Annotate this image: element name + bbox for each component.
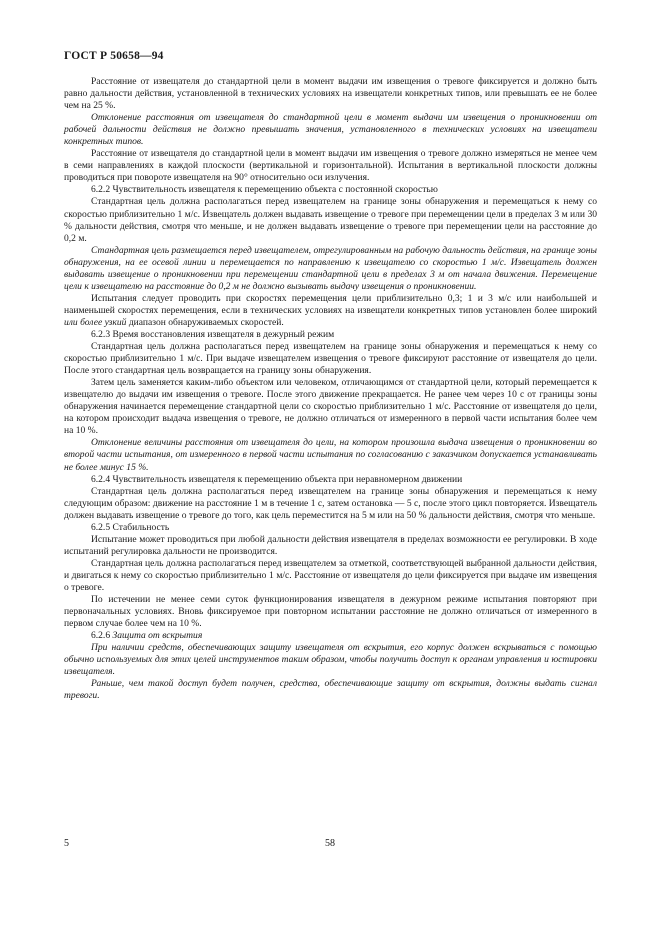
paragraph-text: Испытания следует проводить при скоростях перемещения цели приблизительно 0,3; 1 и 3 м/с или наибольшей и наименьшей скоростях перемещения, если в технических условиях на извещатели конкретных типов установлен более широкий (64, 292, 597, 316)
document-header-title: ГОСТ Р 50658—94 (64, 50, 164, 62)
italic-phrase: или более узкий (64, 316, 127, 328)
section-heading-6-2-3: 6.2.3 Время восстановления извещателя в дежурный режим (91, 328, 335, 340)
italic-paragraph: Отклонение расстояния от извещателя до стандартной цели в момент выдачи им извещения о проникновении от рабочей дальности действия не должно превышать значения, установленного в технических условиях на извещатели конкретных типов. (64, 112, 597, 148)
paragraph: Расстояние от извещателя до стандартной цели в момент выдачи им извещения о тревоге фиксируется и должно быть равно дальности действия, установленной в технических условиях на извещатели конкретных типов, или превышать ее не более чем на 25 %. (64, 76, 597, 112)
paragraph: Затем цель заменяется каким-либо объектом или человеком, отличающимся от стандартной цели, который перемещается к извещателю до выдачи им извещения о тревоге. После этого движение прекращается. Не ранее чем через 10 с от границы зоны обнаружения начинается перемещение стандартной цели со скоростью приблизительно 1 м/с. Расстояние от извещателя до цели, на котором происходит выдача извещения о тревоге, не должно отличаться от измеренного в первой части испытания более чем на 10 %. (64, 377, 597, 437)
paragraph: Расстояние от извещателя до стандартной цели в момент выдачи им извещения о тревоге должно измеряться не менее чем в семи направлениях в каждой плоскости (вертикальной и горизонтальной). Испытания в вертикальной плоскости должны проводиться при повороте извещателя на 90° относительно оси излучения. (64, 148, 597, 184)
paragraph: Стандартная цель должна располагаться перед извещателем на границе зоны обнаружения и перемещаться к нему со скоростью приблизительно 1 м/с. Извещатель должен выдавать извещение о тревоге при перемещении цели в пределах 3 м или 30 % дальности действия, смотря что меньше, и не должен выдавать извещение о тревоге при перемещении цели на расстояние до 0,2 м. (64, 196, 597, 244)
section-number: 6.2.6 (91, 630, 111, 642)
paragraph-text-tail: диапазон обнаруживаемых скоростей. (128, 316, 284, 328)
italic-paragraph: Стандартная цель размещается перед извещателем, отрегулированным на рабочую дальность действия, на границе зоны обнаружения, на ее осевой линии и перемещается по направлению к извещателю со скоростью 1 м/с. Извещатель должен выдавать извещение о проникновении при перемещении стандартной цели в пределах 3 м от начала движения. Перемещение цели к извещателю на расстояние до 0,2 м не должно вызывать выдачу извещения о проникновении. (64, 244, 597, 292)
italic-paragraph: Отклонение величины расстояния от извещателя до цели, на котором произошла выдача извещения о проникновении во второй части испытания, от измеренного в первой части испытания по согласованию с заказчиком допускается устанавливать не более минус 15 %. (64, 437, 597, 473)
paragraph: Стандартная цель должна располагаться перед извещателем на границе зоны обнаружения и перемещаться к нему со скоростью приблизительно 1 м/с. При выдаче извещателем извещения о тревоге фиксируют расстояние от извещателя до цели. После этого стандартная цель возвращается на границу зоны обнаружения. (64, 341, 597, 377)
italic-paragraph: При наличии средств, обеспечивающих защиту извещателя от вскрытия, его корпус должен вскрываться с помощью обычно используемых для этих целей инструментов таким образом, чтобы получить доступ к органам управления и юстировки извещателя. (64, 642, 597, 678)
section-title: Защита от вскрытия (112, 630, 203, 642)
footer-left-number: 5 (64, 838, 69, 849)
section-heading-6-2-2: 6.2.2 Чувствительность извещателя к перемещению объекта с постоянной скоростью (91, 184, 438, 196)
section-heading-6-2-4: 6.2.4 Чувствительность извещателя к перемещению объекта при неравномерном движении (91, 473, 463, 485)
section-heading-6-2-6 (64, 630, 597, 642)
paragraph: Испытание может проводиться при любой дальности действия извещателя в пределах возможности ее регулировки. В ходе испытаний регулировка дальности не производится. (64, 533, 597, 557)
page-number: 58 (325, 838, 335, 849)
document-body (64, 76, 597, 702)
italic-paragraph: Раньше, чем такой доступ будет получен, средства, обеспечивающие защиту от вскрытия, должны выдать сигнал тревоги. (64, 678, 597, 702)
paragraph: Стандартная цель должна располагаться перед извещателем за отметкой, соответствующей выбранной дальности действия, и двигаться к нему со скоростью приблизительно 1 м/с. Расстояние от извещателя до цели фиксируется при выдаче им извещения о тревоге. (64, 557, 597, 593)
paragraph: Стандартная цель должна располагаться перед извещателем на границе зоны обнаружения и перемещаться к нему следующим образом: движение на расстояние 1 м в течение 1 с, затем остановка — 5 с, после этого цикл повторяется. Извещатель должен выдавать извещение о тревоге до того, как цель переместится на 5 м или на 50 % дальности действия, смотря что меньше. (64, 485, 597, 521)
section-heading-6-2-5: 6.2.5 Стабильность (91, 521, 170, 533)
paragraph: По истечении не менее семи суток функционирования извещателя в дежурном режиме испытания повторяют при первоначальных условиях. Вновь фиксируемое при повторном испытании расстояние не должно отличаться от измеренного в первом случае более чем на 10 %. (64, 594, 597, 630)
paragraph-mixed (64, 293, 597, 329)
